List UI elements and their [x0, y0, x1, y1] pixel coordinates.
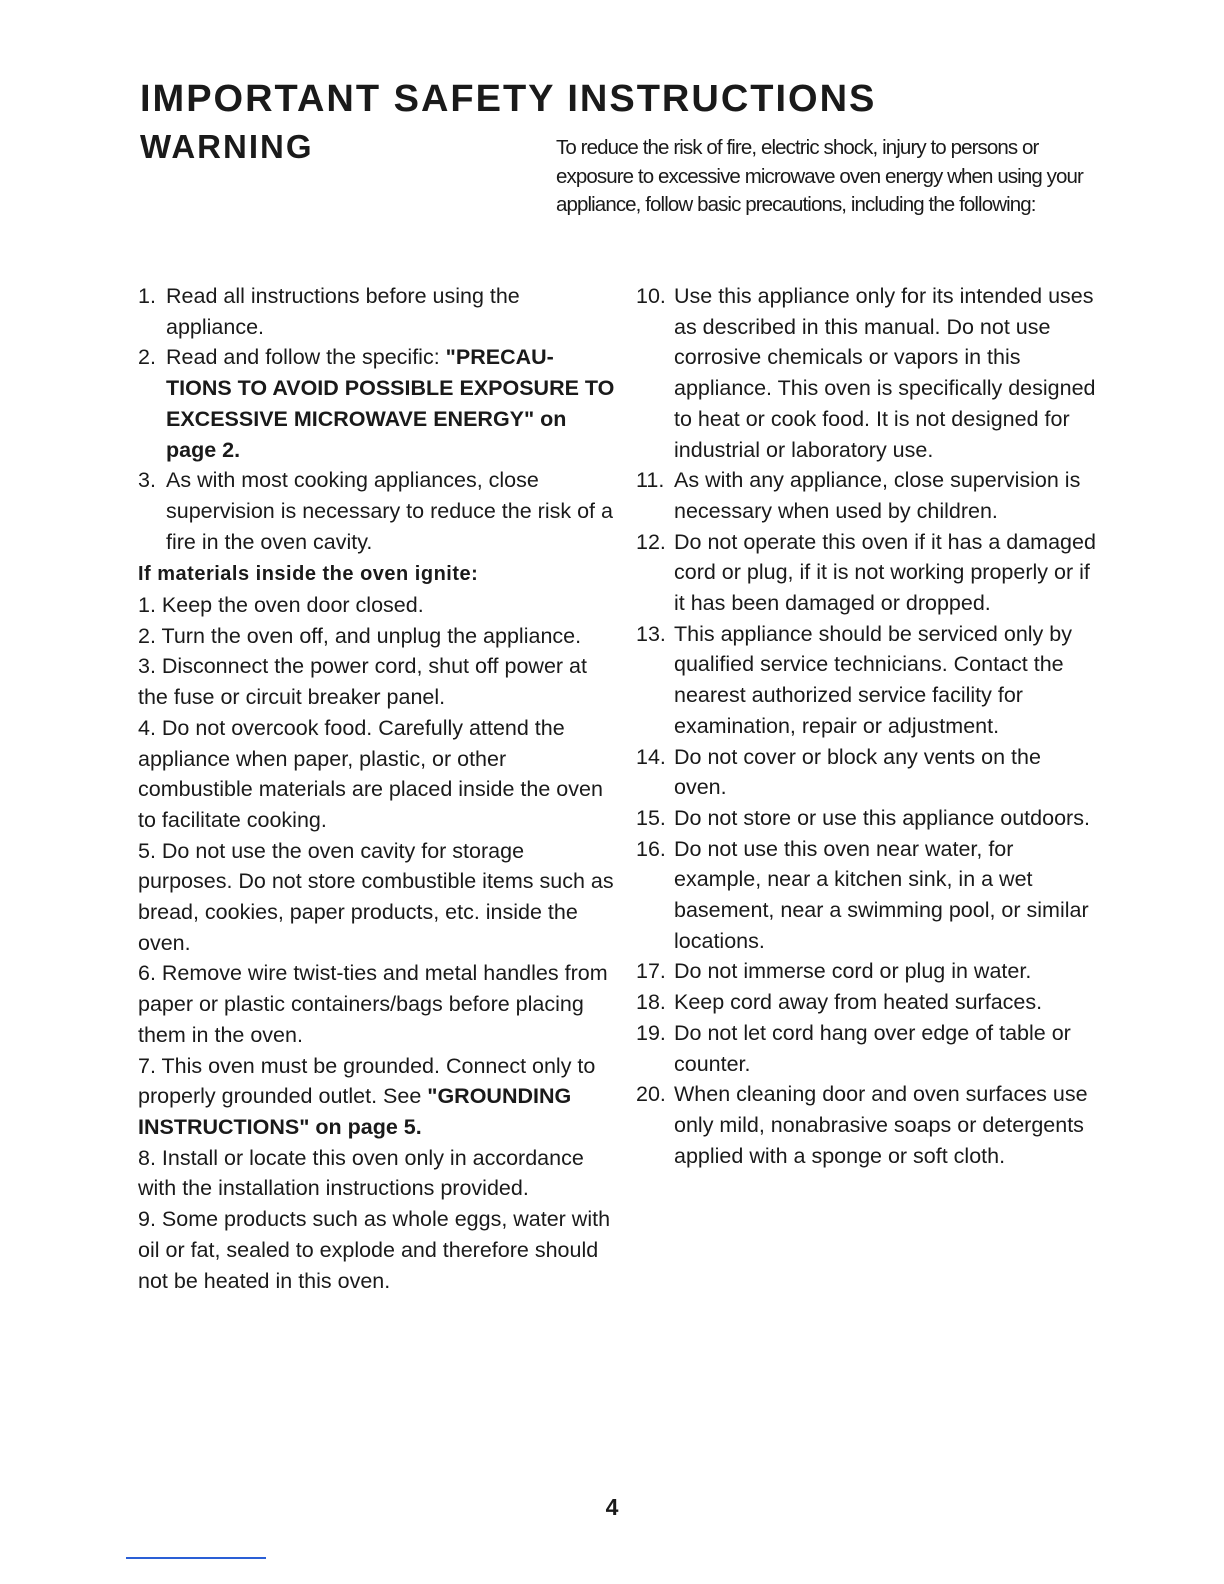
ignite-subheading: If materials inside the oven ignite: [138, 563, 479, 586]
instruction-10 [636, 281, 1096, 465]
ignite-step-1: 1. Keep the oven door closed. [138, 593, 424, 618]
ignite-step-5: 5. Do not use the oven cavity for storage purposes. Do not store combustible items such as bread, cookies, paper products, etc. inside the oven. [138, 838, 614, 955]
instruction-20 [636, 1079, 1096, 1171]
instruction-text: Do not store or use this appliance outdoors. [674, 805, 1090, 830]
ignite-step-9: 9. Some products such as whole eggs, water with oil or fat, sealed to explode and therefore should not be heated in this oven. [138, 1207, 611, 1293]
right-column [636, 281, 1096, 1171]
instruction-number: 2. [138, 345, 156, 370]
footer-rule [126, 1557, 266, 1559]
instruction-number: 3. [138, 468, 156, 493]
instruction-12 [636, 527, 1096, 619]
left-column [138, 281, 618, 1296]
ignite-step-4: 4. Do not overcook food. Carefully attend the appliance when paper, plastic, or other combustible materials are placed inside the oven to facilitate cooking. [138, 715, 603, 832]
ignite-step-6: 6. Remove wire twist-ties and metal handles from paper or plastic containers/bags before placing them in the oven. [138, 961, 608, 1047]
instruction-number: 1. [138, 284, 156, 308]
instruction-3 [138, 465, 618, 557]
instruction-number: 13. [636, 621, 666, 646]
instruction-number: 19. [636, 1020, 666, 1045]
instruction-number: 15. [636, 805, 666, 830]
instruction-13 [636, 619, 1096, 742]
page-title: IMPORTANT SAFETY INSTRUCTIONS [140, 78, 877, 120]
ignite-step-8: 8. Install or locate this oven only in accordance with the installation instructions provided. [138, 1145, 584, 1201]
instruction-number: 16. [636, 836, 666, 861]
instruction-text: Do not immerse cord or plug in water. [674, 959, 1032, 984]
instruction-text: As with any appliance, close supervision is necessary when used by children. [674, 468, 1081, 523]
instruction-number: 14. [636, 744, 666, 769]
instruction-17 [636, 956, 1096, 987]
instruction-text: Keep cord away from heated surfaces. [674, 990, 1043, 1015]
instruction-1 [138, 281, 618, 342]
instruction-number: 20. [636, 1082, 666, 1107]
instruction-text: This appliance should be serviced only by qualified service technicians. Contact the nearest authorized service facility for examination, repair or adjustment. [674, 621, 1072, 738]
instruction-19 [636, 1018, 1096, 1079]
instruction-text: When cleaning door and oven surfaces use only mild, nonabrasive soaps or detergents applied with a sponge or soft cloth. [674, 1082, 1088, 1168]
instruction-text: Do not cover or block any vents on the oven. [674, 744, 1041, 800]
instruction-number: 12. [636, 529, 666, 554]
instruction-number: 18. [636, 990, 666, 1015]
ignite-step-3: 3. Disconnect the power cord, shut off power at the fuse or circuit breaker panel. [138, 654, 587, 710]
instruction-text: Read and follow the specific: [166, 345, 446, 370]
instruction-text: Use this appliance only for its intended uses as described in this manual. Do not use corrosive chemicals or vapors in this appliance. This oven is specifically designed to heat or cook food. It is not designed for industrial or laboratory use. [674, 284, 1096, 462]
warning-text: To reduce the risk of fire, electric shock, injury to persons or exposure to excessive microwave oven energy when using your appliance, follow basic precautions, including the following: [556, 136, 1083, 216]
instruction-text: Do not let cord hang over edge of table or counter. [674, 1020, 1071, 1076]
instruction-bold-reference: "PRECAU- TIONS TO AVOID POSSIBLE EXPOSURE TO EXCESSIVE MICROWAVE ENERGY" on page 2. [166, 345, 615, 462]
instruction-11 [636, 465, 1096, 526]
ignite-step-2: 2. Turn the oven off, and unplug the appliance. [138, 623, 582, 648]
instruction-number: 17. [636, 959, 666, 984]
step-text: 7. This oven must be grounded. Connect only to properly grounded outlet. See [138, 1053, 596, 1109]
instruction-number: 11. [636, 468, 665, 493]
instruction-text: Do not operate this oven if it has a damaged cord or plug, if it is not working properly or if it has been damaged or dropped. [674, 529, 1096, 616]
instruction-number: 10. [636, 284, 666, 308]
grounding-reference: "GROUNDING INSTRUCTIONS" on page 5. [138, 1084, 572, 1139]
instruction-text: As with most cooking appliances, close supervision is necessary to reduce the risk of a fire in the oven cavity. [166, 468, 613, 554]
warning-heading: WARNING [140, 128, 314, 165]
instruction-14 [636, 742, 1096, 803]
instruction-2 [138, 342, 618, 465]
instruction-text: Read all instructions before using the appliance. [166, 284, 520, 339]
instruction-16 [636, 834, 1096, 957]
instruction-18 [636, 987, 1096, 1018]
instruction-15 [636, 803, 1096, 834]
page-number: 4 [605, 1494, 619, 1520]
ignite-step-7 [138, 1051, 618, 1143]
instruction-text: Do not use this oven near water, for example, near a kitchen sink, in a wet basement, near a swimming pool, or similar locations. [674, 836, 1089, 953]
